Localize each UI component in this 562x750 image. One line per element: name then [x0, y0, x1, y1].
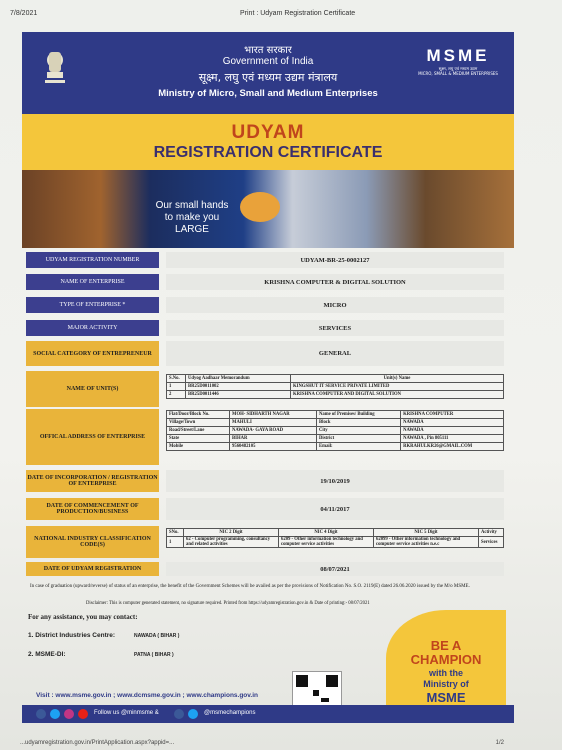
disclaimer: Disclaimer: This is computer generated statement, no signature required. Printed from https://udyamregistration.gov.in & Date of printing:- 08/07/2021 — [86, 601, 370, 606]
instagram-icon[interactable] — [64, 709, 74, 719]
facebook-icon-2[interactable] — [174, 709, 184, 719]
udyam-date-value: 08/07/2021 — [166, 562, 504, 576]
banner-photo-collage — [22, 170, 514, 248]
dic-value: NAWADA ( BIHAR ) — [134, 633, 180, 639]
name-row — [26, 274, 504, 290]
table-row: 2 BR25D0011446 KRISHNA COMPUTER AND DIGITAL SOLUTION — [167, 391, 504, 399]
footer-url: ...udyamregistration.gov.in/PrintApplication.aspx?appid=... — [20, 740, 175, 746]
graduation-footnote: In case of graduation (upward/reverse) of status of an enterprise, the benefit of the Government Schemes will be availed as per the provisions of Notification No. S.O. 2119(E) dated 26.06.2020 issued by the M/o MSME. — [30, 584, 470, 589]
dic-label: 1. District Industries Centre: — [28, 632, 116, 639]
address-label: OFFICAL ADDRESS OF ENTERPRISE — [26, 409, 159, 465]
table-row: Flat/Door/Block No. MOH- SIDHARTH NAGAR Name of Premises/ Building KRISHNA COMPUTER — [167, 411, 504, 419]
name-label: NAME OF ENTERPRISE — [26, 274, 159, 290]
social-row — [26, 341, 504, 366]
table-row: State BIHAR District NAWADA , Pin 805111 — [167, 435, 504, 443]
udyam-title: UDYAM — [231, 122, 305, 143]
print-title: Print : Udyam Registration Certificate — [240, 10, 356, 17]
type-value: MICRO — [166, 297, 504, 313]
msme-di-label: 2. MSME-DI: — [28, 651, 66, 658]
activity-label: MAJOR ACTIVITY — [26, 320, 159, 336]
twitter-icon-2[interactable] — [188, 709, 198, 719]
table-row: 1 62 - Computer programming, consultancy and related activities 6209 - Other information technology and computer service activities 62099 - Other information technology and computer service activities n.e.c Services — [167, 537, 504, 548]
follow-text: Follow us @minmsme & — [94, 710, 159, 716]
social-strip — [22, 705, 514, 723]
visit-links: Visit : www.msme.gov.in ; www.dcmsme.gov.in ; www.champions.gov.in — [36, 692, 258, 699]
units-col-uam: Udyog Aadhaar Memorandum — [186, 375, 291, 383]
table-row: Road/Street/Lane NAWADA- GAYA ROAD City NAWADA — [167, 427, 504, 435]
ministry-banner — [22, 32, 514, 114]
social-label: SOCIAL CATEGORY OF ENTREPRENEUR — [26, 341, 159, 366]
table-row: Mobile 9560482105 Email: RKRAHULKR26@GMAIL.COM — [167, 443, 504, 451]
hands-icon — [240, 192, 280, 222]
incorp-value: 19/10/2019 — [166, 470, 504, 492]
type-row — [26, 297, 504, 313]
nic-label: NATIONAL INDUSTRY CLASSIFICATION CODE(S) — [26, 526, 159, 558]
reg-no-row — [26, 252, 504, 268]
page-number: 1/2 — [495, 740, 504, 746]
hindi-govt: भारत सरकार — [244, 45, 292, 56]
tagline: Our small hands to make you LARGE — [155, 200, 229, 235]
address-row — [26, 409, 504, 465]
nic-table: SNo. NIC 2 Digit NIC 4 Digit NIC 5 Digit Activity 1 62 - Computer programming, consultancy and related activities 6209 - Other information technology and computer service activities 62099 - Other information technology and computer service activities n.e.c Services — [166, 528, 504, 548]
name-value: KRISHNA COMPUTER & DIGITAL SOLUTION — [166, 274, 504, 290]
units-col-sno: S.No. — [167, 375, 186, 383]
msme-di-value: PATNA ( BIHAR ) — [134, 652, 174, 658]
nic-row — [26, 526, 504, 558]
units-col-name: Unit(s) Name — [291, 375, 504, 383]
govt-of-india: Government of India — [222, 56, 314, 67]
commence-row — [26, 498, 504, 520]
assistance-heading: For any assistance, you may contact: — [28, 613, 138, 621]
champions-handle: @msmechampions — [204, 710, 256, 716]
udyam-date-label: DATE OF UDYAM REGISTRATION — [26, 562, 159, 576]
registration-certificate-title: REGISTRATION CERTIFICATE — [153, 144, 383, 161]
facebook-icon[interactable] — [36, 709, 46, 719]
certificate-title — [22, 114, 514, 170]
reg-no-value: UDYAM-BR-25-0002127 — [166, 252, 504, 268]
ministry-name: Ministry of Micro, Small and Medium Enterprises — [158, 88, 378, 99]
print-date: 7/8/2021 — [10, 10, 38, 17]
incorp-row — [26, 470, 504, 492]
twitter-icon[interactable] — [50, 709, 60, 719]
social-value: GENERAL — [166, 341, 504, 366]
type-label: TYPE OF ENTERPRISE * — [26, 297, 159, 313]
address-table — [166, 410, 504, 451]
units-label: NAME OF UNIT(S) — [26, 371, 159, 407]
msme-logo: MSME सूक्ष्म, लघु एवं मध्यम उद्यम MICRO, SMALL & MEDIUM ENTERPRISES — [418, 46, 498, 76]
table-row: Village/Town MAHULI Block NAWADA — [167, 419, 504, 427]
champion-badge: BE A CHAMPION with the Ministry of MSME — [386, 610, 506, 706]
udyam-date-row — [26, 562, 504, 576]
units-table — [166, 374, 504, 399]
commence-label: DATE OF COMMENCEMENT OF PRODUCTION/BUSINESS — [26, 498, 159, 520]
hindi-ministry: सूक्ष्म, लघु एवं मध्यम उद्यम मंत्रालय — [198, 71, 338, 84]
commence-value: 04/11/2017 — [166, 498, 504, 520]
incorp-label: DATE OF INCORPORATION / REGISTRATION OF ENTERPRISE — [26, 470, 159, 492]
activity-value: SERVICES — [166, 320, 504, 336]
activity-row — [26, 320, 504, 336]
youtube-icon[interactable] — [78, 709, 88, 719]
reg-no-label: UDYAM REGISTRATION NUMBER — [26, 252, 159, 268]
units-row — [26, 371, 504, 407]
table-row: 1 BR25D0011002 KINGSHUT IT SERVICE PRIVATE LIMITED — [167, 383, 504, 391]
